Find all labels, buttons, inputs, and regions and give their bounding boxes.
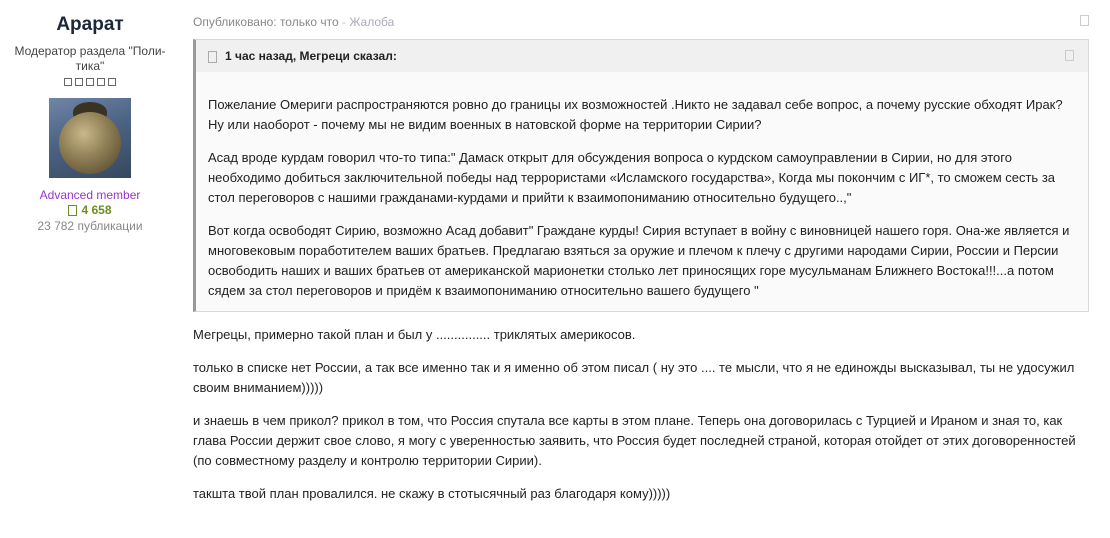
post-meta [193,15,1089,29]
rank-pips [0,78,180,86]
author-title-line2: тика" [75,59,105,73]
published-label: Опубликовано: только что [193,15,339,29]
reply-paragraph: и знаешь в чем прикол? прикол в том, что Россия спутала все карты в этом плане. Теперь она договорилась с Турцией и Ираном и зная то, как глава России держит свое слово, я могу с уверенностью заявить, что Россия будет последней страной, которая отойдет от этих договоренностей (по совместному разделу и контролю территории Сирии). [193,413,1076,468]
quote-citation[interactable]: 1 час назад, Мегреци сказал: [225,49,397,63]
author-name[interactable]: Арарат [56,14,124,35]
quote-expand-icon[interactable] [1065,50,1074,61]
rank-pip-icon [108,78,116,86]
avatar[interactable] [49,98,131,178]
author-panel [0,0,180,233]
reputation-value: 4 658 [81,203,112,217]
rank-pip-icon [64,78,72,86]
member-group: Advanced member [39,188,141,202]
reply-body [193,325,1089,504]
reputation [0,203,180,217]
report-link[interactable]: Жалоба [349,15,395,29]
quote-body [196,72,1088,311]
reply-paragraph: Мегрецы, примерно такой план и был у ............... триклятых америкосов. [193,327,636,342]
reply-paragraph: такшта твой план провалился. не скажу в стотысячный раз благодаря кому))))) [193,486,671,501]
author-title-line1: Модератор раздела "Поли- [14,44,166,58]
share-icon[interactable] [1080,15,1089,26]
meta-separator: - [338,15,350,29]
author-title [5,44,175,74]
rank-pip-icon [86,78,94,86]
quote-paragraph: Асад вроде курдам говорил что-то типа:" Дамаск открыт для обсуждения вопроса о курдском самоуправлении в Сирии, но для этого необходимо добиться заключительной победы над террористами «Исламского государства», Когда мы покончим с ИГ*, то сможем сесть за стол переговоров с нашими гражданами-курдами и прийти к взаимопониманию относительно будущего..," [208,150,1056,205]
rank-pip-icon [75,78,83,86]
quote-paragraph: Вот когда освободят Сирию, возможно Асад добавит" Граждане курды! Сирия вступает в войну с виновницей нашего горя. Она-же является и многовековым поработителем ваших братьев. Предлагаю взяться за оружие и плечом к плечу с другими народами Сирии, России и Персии освободить наших и ваших братьев от американской марионетки столько лет приносящих горе мусульманам Ближнего Востока!!!...а потом сядем за стол переговоров и придём к взаимопониманию относительно вашего будущего " [208,223,1070,298]
quote-header [196,40,1088,72]
rank-pip-icon [97,78,105,86]
post-count: 23 782 публикации [37,219,143,233]
quote-block [193,39,1089,312]
quote-icon [208,51,217,63]
quote-paragraph: Пожелание Омериги распространяются ровно до границы их возможностей .Никто не задавал себе вопрос, а почему русские обходят Ирак? Ну или наоборот - почему мы не видим военных в натовской форме на территории Сирии? [208,97,1063,132]
post-content [193,0,1089,504]
reply-paragraph: только в списке нет России, а так все именно так и я именно об этом писал ( ну это .... те мысли, что я не единожды высказывал, ты не удосужил своим вниманием))))) [193,360,1075,395]
reputation-icon [68,205,77,216]
